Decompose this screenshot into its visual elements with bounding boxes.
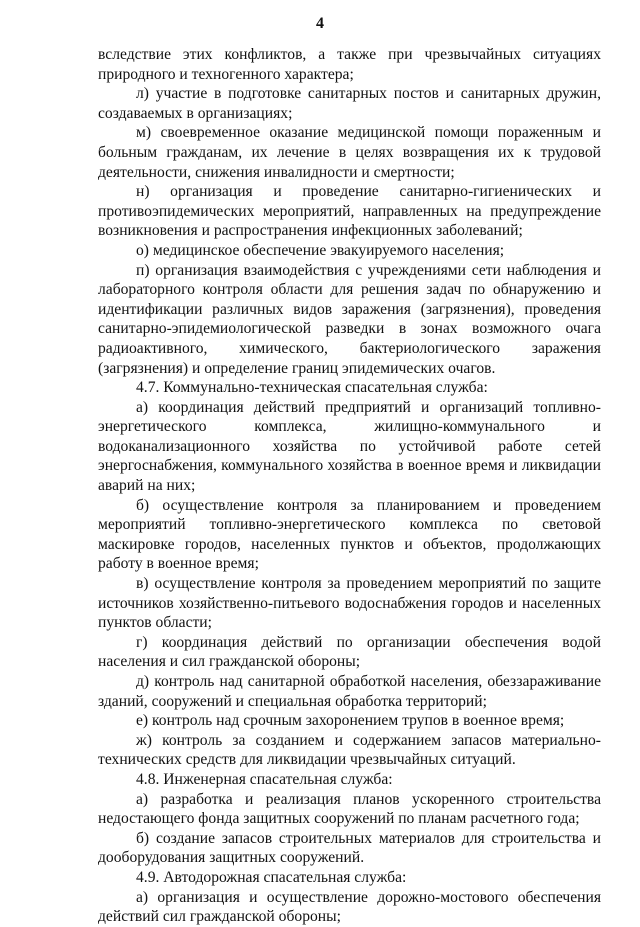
section-heading-4-8: 4.8. Инженерная спасательная служба:	[136, 770, 393, 788]
list-item-a: а) разработка и реализация планов ускоренного строительства недостающего фонда защитных сооружений по планам расчетного года;	[98, 790, 601, 828]
list-item-b: б) создание запасов строительных материалов для строительства и дооборудования защитных сооружений.	[98, 829, 601, 867]
list-item-b: б) осуществление контроля за планированием и проведением мероприятий топливно-энергетического комплекса по световой маскировке городов, населенных пунктов и объектов, продолжающих работу в военное время;	[98, 496, 601, 573]
list-item-v: в) осуществление контроля за проведением мероприятий по защите источников хозяйственно-питьевого водоснабжения городов и населенных пунктов области;	[98, 575, 601, 632]
list-item-g: г) координация действий по организации обеспечения водой населения и сил гражданской обороны;	[98, 633, 601, 671]
list-item-o: о) медицинское обеспечение эвакуируемого населения;	[136, 241, 505, 259]
list-item-p: п) организация взаимодействия с учреждениями сети наблюдения и лабораторного контроля области для решения задач по обнаружению и идентификации различных видов заражения (загрязнения), проведения санитарно-эпидемиологической разведки в зонах возможного очага радиоактивного, химического, бактериологического заражения (загрязнения) и определение границ эпидемических очагов.	[98, 261, 601, 377]
paragraph-continuation: вследствие этих конфликтов, а также при чрезвычайных ситуациях природного и техногенного характера;	[98, 46, 601, 83]
list-item-e: е) контроль над срочным захоронением трупов в военное время;	[136, 712, 565, 730]
section-heading-4-9: 4.9. Автодорожная спасательная служба:	[136, 868, 407, 886]
section-heading-4-7: 4.7. Коммунально-техническая спасательная служба:	[136, 379, 488, 397]
list-item-zh: ж) контроль за созданием и содержанием запасов материально-технических средств для ликвидации чрезвычайных ситуаций.	[98, 731, 601, 769]
list-item-a: а) организация и осуществление дорожно-мостового обеспечения действий сил гражданской обороны;	[98, 888, 601, 926]
list-item-m: м) своевременное оказание медицинской помощи пораженным и больным гражданам, их лечение в целях возвращения их к трудовой деятельности, снижения инвалидности и смертности;	[98, 124, 601, 181]
list-item-l: л) участие в подготовке санитарных постов и санитарных дружин, создаваемых в организациях;	[98, 85, 601, 122]
document-body	[98, 45, 601, 927]
list-item-a: а) координация действий предприятий и организаций топливно-энергетического комплекса, жилищно-коммунального и водоканализационного хозяйства по устойчивой работе сетей энергоснабжения, коммунального хозяйства в военное время и ликвидации аварий на них;	[98, 398, 601, 495]
list-item-d: д) контроль над санитарной обработкой населения, обеззараживание зданий, сооружений и специальная обработка территорий;	[98, 673, 601, 710]
list-item-n: н) организация и проведение санитарно-гигиенических и противоэпидемических мероприятий, направленных на предупреждение возникновения и распространения инфекционных заболеваний;	[98, 183, 601, 240]
page-number: 4	[316, 15, 324, 32]
